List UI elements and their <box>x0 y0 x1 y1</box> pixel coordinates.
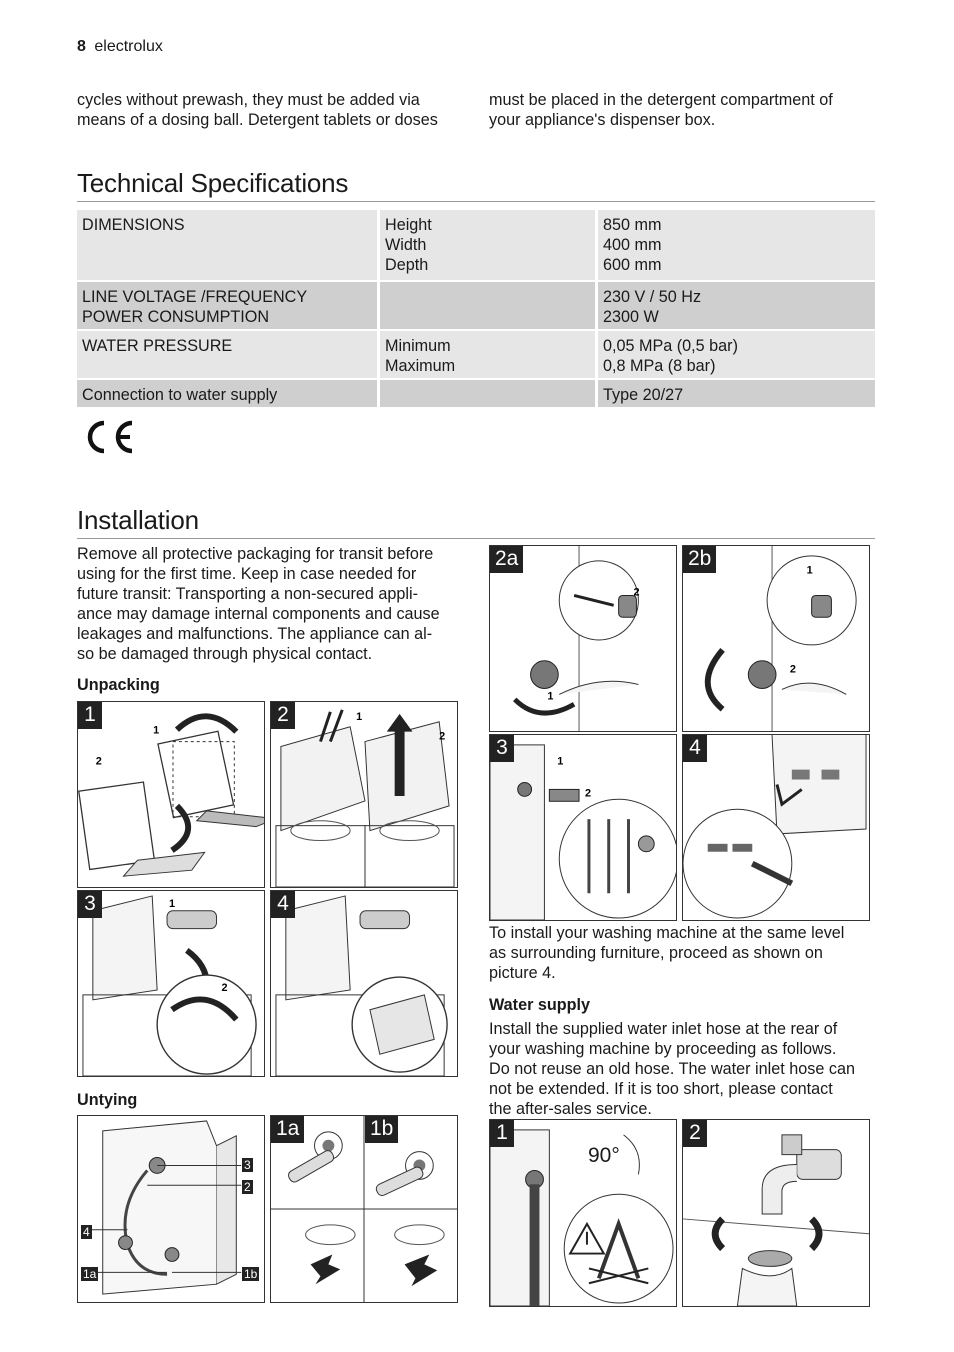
figure-number-badge: 2b <box>683 546 716 573</box>
svg-text:2: 2 <box>95 755 102 768</box>
cap-removal-illustration <box>683 546 869 731</box>
figure-number-badge: 2 <box>271 702 295 729</box>
callout-tag: 4 <box>83 1225 90 1239</box>
text-line: ance may damage internal components and cause <box>77 605 440 623</box>
text-line: cycles without prewash, they must be added via <box>77 91 420 109</box>
svg-text:1: 1 <box>153 724 160 737</box>
callout-tag: 1b <box>244 1267 258 1281</box>
text-line: using for the first time. Keep in case needed for <box>77 565 417 583</box>
text-line: the after-sales service. <box>489 1100 652 1118</box>
svg-text:1: 1 <box>547 690 554 703</box>
spec-sub: Height Width Depth <box>377 210 598 280</box>
water-figure-1 <box>489 1119 677 1307</box>
ce-mark-icon <box>80 420 134 454</box>
svg-text:2: 2 <box>789 663 796 676</box>
water-figure-2 <box>682 1119 870 1307</box>
level-text <box>489 923 879 983</box>
untying-heading: Untying <box>77 1091 138 1109</box>
figure-number-badge: 1 <box>78 702 102 729</box>
text-line: your washing machine by proceeding as follows. <box>489 1040 837 1058</box>
table-row <box>77 331 875 378</box>
angle-label: 90° <box>588 1144 620 1167</box>
svg-text:2: 2 <box>633 586 640 599</box>
text-line: must be placed in the detergent compartment of <box>489 91 833 109</box>
hose-angle-illustration <box>490 1120 676 1306</box>
remove-insert-illustration <box>271 891 457 1076</box>
unpack-figure-3 <box>77 890 265 1077</box>
text-line: picture 4. <box>489 964 556 982</box>
installation-text <box>77 544 472 664</box>
figure-number-badge: 3 <box>78 891 102 918</box>
text-line: Do not reuse an old hose. The water inlet hose can <box>489 1060 855 1078</box>
text-line: means of a dosing ball. Detergent tablets or doses <box>77 111 438 129</box>
unpack-figure-1 <box>77 701 265 888</box>
svg-text:2: 2 <box>439 730 446 743</box>
svg-text:2: 2 <box>221 981 228 994</box>
spec-value: Type 20/27 <box>598 380 875 407</box>
open-lid-illustration <box>78 891 264 1076</box>
table-row <box>77 210 875 280</box>
figure-3-right <box>489 734 677 921</box>
title-rule <box>77 538 875 539</box>
bracket-install-illustration <box>490 735 676 920</box>
untie-detail-figure <box>270 1115 458 1303</box>
figure-number-badge: 3 <box>490 735 514 762</box>
section-title-tech: Technical Specifications <box>77 168 349 198</box>
figure-number-badge: 1 <box>490 1120 514 1147</box>
text-line: future transit: Transporting a non-secured appli- <box>77 585 419 603</box>
machine-lift-illustration <box>78 702 264 887</box>
water-supply-heading: Water supply <box>489 996 591 1014</box>
spec-table <box>77 208 875 409</box>
text-line: so be damaged through physical contact. <box>77 645 373 663</box>
spec-label: Connection to water supply <box>77 380 377 407</box>
spec-label: DIMENSIONS <box>77 210 377 280</box>
figure-number-badge: 4 <box>271 891 295 918</box>
spec-sub <box>377 380 598 407</box>
bolt-removal-illustration <box>271 1116 457 1302</box>
callout-tag: 2 <box>244 1180 251 1194</box>
page-header <box>77 38 163 56</box>
intro-col-left <box>77 90 472 130</box>
title-rule <box>77 201 875 202</box>
spec-label: LINE VOLTAGE /FREQUENCY POWER CONSUMPTION <box>77 282 377 329</box>
water-supply-text <box>489 1019 884 1119</box>
svg-text:1: 1 <box>806 564 813 577</box>
intro-col-right <box>489 90 879 130</box>
tap-connect-illustration <box>683 1120 869 1306</box>
callout-tag: 3 <box>244 1158 251 1172</box>
text-line: as surrounding furniture, proceed as shown on <box>489 944 823 962</box>
untie-rear-figure <box>77 1115 265 1303</box>
feet-adjust-illustration <box>683 735 869 920</box>
unpacking-heading: Unpacking <box>77 676 160 694</box>
spec-value: 0,05 MPa (0,5 bar) 0,8 MPa (8 bar) <box>598 331 875 378</box>
svg-text:1: 1 <box>169 897 176 910</box>
spec-label: WATER PRESSURE <box>77 331 377 378</box>
text-line: Remove all protective packaging for transit before <box>77 545 434 563</box>
spec-value: 850 mm 400 mm 600 mm <box>598 210 875 280</box>
figure-2b <box>682 545 870 732</box>
text-line: Install the supplied water inlet hose at the rear of <box>489 1020 838 1038</box>
figure-number-badge: 1a <box>271 1116 304 1143</box>
svg-text:1: 1 <box>557 755 564 768</box>
figure-4-right <box>682 734 870 921</box>
text-line: your appliance's dispenser box. <box>489 111 716 129</box>
svg-text:2: 2 <box>584 787 592 800</box>
svg-text:1: 1 <box>356 710 363 723</box>
text-line: To install your washing machine at the same level <box>489 924 845 942</box>
table-row <box>77 282 875 329</box>
figure-number-badge: 1b <box>365 1116 398 1143</box>
cap-insert-illustration <box>490 546 676 731</box>
figure-2a <box>489 545 677 732</box>
callout-tag: 1a <box>83 1267 97 1281</box>
spec-sub: Minimum Maximum <box>377 331 598 378</box>
figure-number-badge: 4 <box>683 735 707 762</box>
table-row <box>77 380 875 407</box>
machine-rear-illustration <box>78 1116 264 1302</box>
figure-number-badge: 2 <box>683 1120 707 1147</box>
spec-value: 230 V / 50 Hz 2300 W <box>598 282 875 329</box>
text-line: leakages and malfunctions. The appliance can al- <box>77 625 433 643</box>
figure-number-badge: 2a <box>490 546 523 573</box>
brand-name: electrolux <box>94 38 163 55</box>
unpack-figure-4 <box>270 890 458 1077</box>
tape-removal-illustration <box>271 702 457 887</box>
section-title-installation: Installation <box>77 505 199 535</box>
page-number: 8 <box>77 38 86 55</box>
text-line: not be extended. If it is too short, please contact <box>489 1080 833 1098</box>
spec-sub <box>377 282 598 329</box>
unpack-figure-2 <box>270 701 458 888</box>
